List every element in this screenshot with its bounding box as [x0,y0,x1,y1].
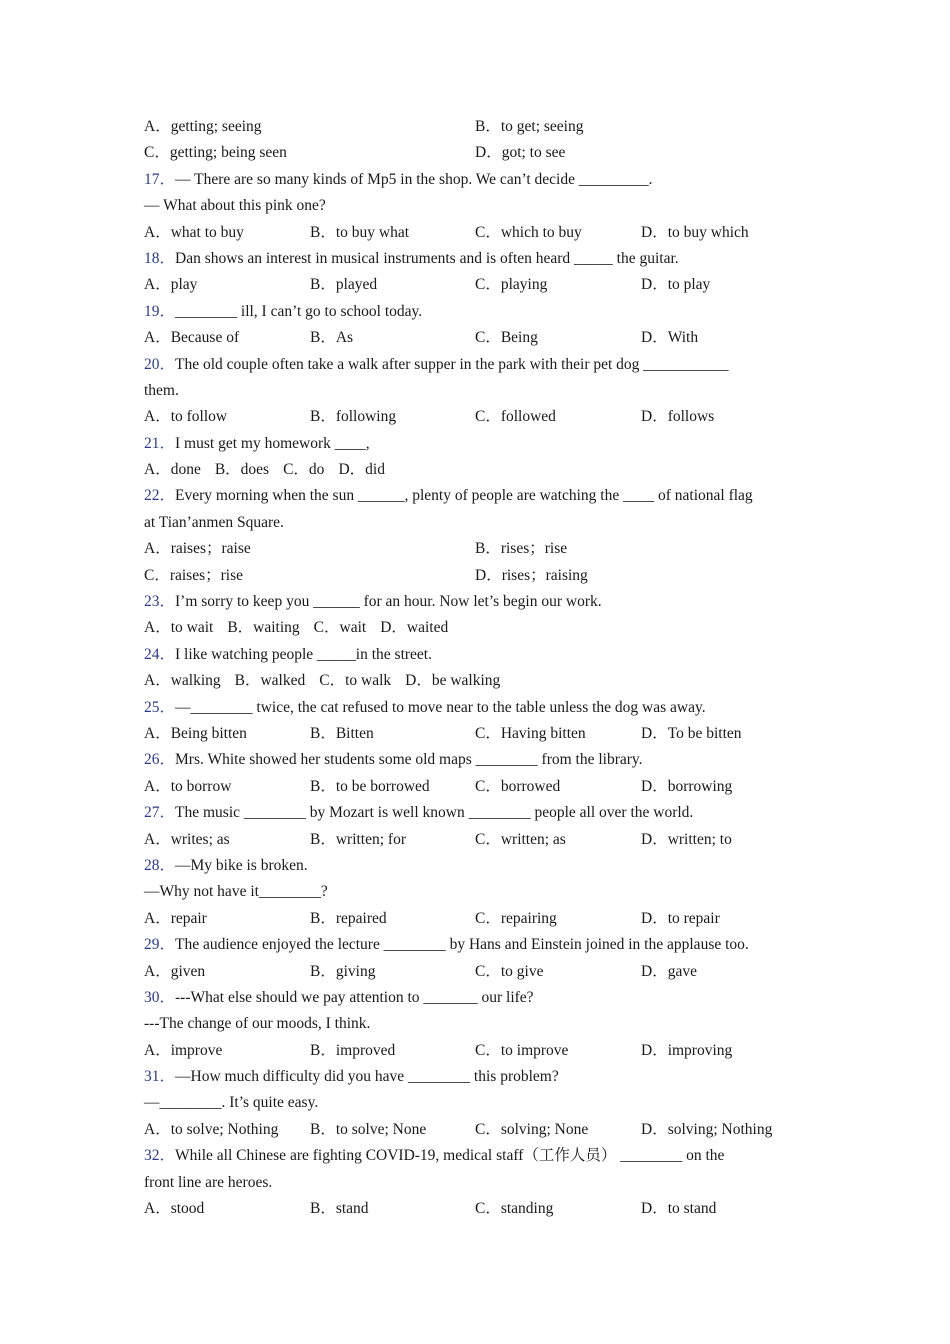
option-row [144,114,814,140]
question-number: 28． [144,856,176,874]
option-row [144,457,814,483]
option[interactable]: A．done [144,461,201,479]
option-row [144,536,814,562]
question-stem-continued [144,1011,814,1037]
option[interactable]: D．to buy which [641,223,749,241]
question-stem [144,642,814,668]
question-stem [144,1143,814,1169]
option[interactable]: A．to solve; Nothing [144,1120,279,1138]
option[interactable]: A．to wait [144,619,214,637]
question-number: 29． [144,936,176,954]
option[interactable]: D．rises；raising [475,566,588,584]
option-row [144,1196,814,1222]
option[interactable]: D．written; to [641,830,732,848]
question-number: 25． [144,698,176,716]
option[interactable]: C．to give [475,962,544,980]
question-number: 21． [144,434,176,452]
question-number: 22． [144,487,176,505]
option[interactable]: D．To be bitten [641,724,742,742]
question-text: —Why not have it________? [144,883,328,901]
option[interactable]: A．walking [144,672,221,690]
option-row [144,827,814,853]
option-row [144,1038,814,1064]
question-text: ---The change of our moods, I think. [144,1015,371,1033]
option[interactable]: C．which to buy [475,223,582,241]
question-number: 30． [144,988,176,1006]
option[interactable]: B．to get; seeing [475,118,584,135]
option[interactable]: D．With [641,329,699,347]
question-text: While all Chinese are fighting COVID-19, medical staff（工作人员） ________ on the [175,1147,725,1165]
option-row [144,272,814,298]
question-text: them. [144,381,179,399]
option[interactable]: D．solving; Nothing [641,1120,773,1138]
option[interactable]: D．improving [641,1041,733,1059]
option[interactable]: D．borrowing [641,777,733,795]
option[interactable]: B．to buy what [310,223,410,241]
option[interactable]: B．following [310,408,397,426]
option[interactable]: C．getting; being seen [144,144,287,162]
option[interactable]: C．repairing [475,909,557,927]
option[interactable]: A．raises；raise [144,540,251,558]
option-row [144,220,814,246]
option-row [144,906,814,932]
question-stem [144,589,814,615]
option[interactable]: C．Being [475,329,538,347]
option[interactable]: B．rises；rise [475,540,568,558]
question-number: 31． [144,1068,176,1086]
option[interactable]: A．given [144,962,206,980]
option[interactable]: D．to play [641,276,711,294]
option-row [144,721,814,747]
question-text: front line are heroes. [144,1173,273,1191]
question-text: —________ twice, the cat refused to move near to the table unless the dog was away. [175,698,706,716]
question-number: 18． [144,249,176,267]
question-text: Every morning when the sun ______, plenty of people are watching the ____ of national flag [175,487,753,505]
document-page [144,114,814,1222]
question-text: The music ________ by Mozart is well known ________ people all over the world. [175,804,694,822]
question-number: 27． [144,804,176,822]
question-stem [144,246,814,272]
question-text: — What about this pink one? [144,197,326,215]
option[interactable]: C．standing [475,1200,554,1218]
question-stem [144,853,814,879]
question-text: The audience enjoyed the lecture ________ by Hans and Einstein joined in the applause too. [175,936,749,954]
option[interactable]: C．wait [313,619,367,637]
option[interactable]: A．stood [144,1200,205,1218]
question-stem-continued [144,193,814,219]
question-stem-continued [144,378,814,404]
question-stem [144,695,814,721]
option-row [144,404,814,430]
option-row [144,140,814,166]
option-row [144,668,814,694]
question-stem-continued [144,1170,814,1196]
option[interactable]: A．improve [144,1041,223,1059]
option-row [144,959,814,985]
question-stem [144,1064,814,1090]
question-stem-continued [144,1090,814,1116]
question-text: at Tian’anmen Square. [144,513,284,531]
option[interactable]: C．solving; None [475,1120,589,1138]
option[interactable]: A．writes; as [144,830,230,848]
option[interactable]: A．what to buy [144,223,244,241]
option[interactable]: C．borrowed [475,777,561,795]
question-stem [144,352,814,378]
option[interactable]: B．played [310,276,378,294]
option[interactable]: A．Because of [144,329,240,347]
question-text: —________. It’s quite easy. [144,1094,319,1112]
question-text: ________ ill, I can’t go to school today. [175,302,423,320]
option[interactable]: A．repair [144,909,207,927]
question-stem-continued [144,510,814,536]
option[interactable]: A．to follow [144,408,228,426]
option[interactable]: C．do [283,461,325,479]
option[interactable]: B．repaired [310,909,387,927]
option[interactable]: D．follows [641,408,715,426]
option[interactable]: D．be walking [405,672,501,690]
option[interactable]: C．raises；rise [144,566,244,584]
option[interactable]: A．play [144,276,198,294]
option[interactable]: B．giving [310,962,376,980]
option[interactable]: C．playing [475,276,548,294]
option[interactable]: B．waiting [227,619,300,637]
question-stem-continued [144,879,814,905]
question-number: 32． [144,1147,176,1165]
option[interactable]: D．to stand [641,1200,717,1218]
option[interactable]: B．stand [310,1200,369,1218]
question-stem [144,167,814,193]
option-row [144,1117,814,1143]
question-text: Dan shows an interest in musical instruments and is often heard _____ the guitar. [175,249,679,267]
option-row [144,325,814,351]
question-text: —My bike is broken. [175,856,308,874]
question-stem [144,483,814,509]
option[interactable]: D．gave [641,962,697,980]
question-stem [144,985,814,1011]
question-text: I must get my homework ____, [175,434,370,452]
option[interactable]: C．Having bitten [475,724,586,742]
option[interactable]: A．to borrow [144,777,232,795]
question-number: 26． [144,751,176,769]
option[interactable]: B．to solve; None [310,1120,427,1138]
question-text: ---What else should we pay attention to _______ our life? [175,988,534,1006]
option[interactable]: C．written; as [475,830,566,848]
option[interactable]: D．to repair [641,909,720,927]
option[interactable]: A．Being bitten [144,724,247,742]
question-number: 20． [144,355,176,373]
option-row [144,615,814,641]
question-number: 17． [144,170,176,188]
option[interactable]: B．As [310,329,354,347]
question-text: The old couple often take a walk after supper in the park with their pet dog ___________ [175,355,729,373]
option-row [144,774,814,800]
question-stem [144,800,814,826]
option[interactable]: C．followed [475,408,556,426]
option[interactable]: D．got; to see [475,144,566,162]
question-text: I’m sorry to keep you ______ for an hour. Now let’s begin our work. [175,593,602,611]
question-list [144,167,814,1223]
question-text: I like watching people _____in the street. [175,645,432,663]
question-text: —How much difficulty did you have ________ this problem? [175,1068,559,1086]
option[interactable]: B．written; for [310,830,406,848]
question-stem [144,747,814,773]
option[interactable]: C．to walk [319,672,392,690]
option[interactable]: A．getting; seeing [144,118,262,135]
question-text: — There are so many kinds of Mp5 in the shop. We can’t decide _________. [175,170,653,188]
option[interactable]: D．waited [380,619,449,637]
option[interactable]: B．walked [234,672,306,690]
option[interactable]: B．to be borrowed [310,777,430,795]
question-number: 23． [144,593,176,611]
option[interactable]: B．improved [310,1041,396,1059]
option[interactable]: B．does [214,461,270,479]
question-text: Mrs. White showed her students some old maps ________ from the library. [175,751,643,769]
option[interactable]: C．to improve [475,1041,569,1059]
question-stem [144,299,814,325]
option[interactable]: B．Bitten [310,724,374,742]
question-stem [144,431,814,457]
question-number: 24． [144,645,176,663]
option[interactable]: D．did [338,461,385,479]
question-stem [144,932,814,958]
question-number: 19． [144,302,176,320]
option-row [144,563,814,589]
